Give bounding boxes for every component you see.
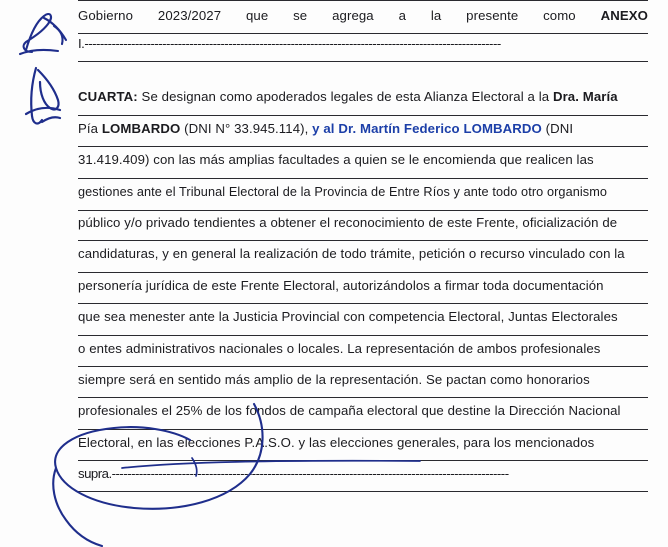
text-line-15 bbox=[78, 458, 648, 489]
text-line-1-content: I.----------------------------------------------------------------------------------------------------------- bbox=[78, 28, 648, 62]
line4-black-2: (DNI N° 33.945.114), bbox=[180, 120, 313, 136]
text-line-11 bbox=[78, 333, 648, 364]
line4-bold-lombardo: LOMBARDO bbox=[101, 120, 181, 136]
text-line-12-content: siempre será en sentido más amplio de la representación. Se pactan como honorarios bbox=[78, 364, 648, 398]
text-line-8-content: candidaturas, y en general la realización de todo trámite, petición o recurso vinculado con la bbox=[78, 238, 648, 272]
text-line-15-content: supra.------------------------------------------------------------------------------------------------------ bbox=[78, 458, 648, 492]
text-line-5 bbox=[78, 144, 648, 175]
line4-black-4: (DNI bbox=[541, 120, 574, 136]
line4-black-1: Pía bbox=[78, 120, 102, 136]
line4-blue-yal: y al bbox=[312, 120, 335, 136]
text-line-7-content: público y/o privado tendientes a obtener el reconocimiento de este Frente, oficialización de bbox=[78, 207, 648, 241]
partial-word-anexo: ANEXO bbox=[600, 8, 648, 23]
text-line-partial bbox=[78, 0, 648, 28]
text-line-9-content: personería jurídica de este Frente Electoral, autorizándolos a firmar toda documentación bbox=[78, 270, 648, 304]
text-line-14 bbox=[78, 427, 648, 458]
partial-word-2: 2023/2027 bbox=[157, 8, 222, 23]
initials-second-left bbox=[18, 60, 80, 132]
partial-word-7: la bbox=[430, 8, 442, 23]
partial-word-1: Gobierno bbox=[78, 8, 134, 23]
line4-blue-name: Dr. Martín Federico LOMBARDO bbox=[338, 120, 542, 136]
text-line-11-content: o entes administrativos nacionales o locales. La representación de ambos profesionales bbox=[78, 333, 648, 367]
document-body bbox=[78, 0, 648, 489]
text-line-3-content: Se designan como apoderados legales de esta Alianza Electoral a la bbox=[137, 89, 553, 105]
initials-top-left bbox=[14, 6, 84, 66]
text-line-10 bbox=[78, 301, 648, 332]
text-line-14-content: Electoral, en las elecciones P.A.S.O. y las elecciones generales, para los mencionados bbox=[78, 427, 648, 461]
partial-word-9: como bbox=[543, 8, 576, 23]
partial-word-6: a bbox=[398, 8, 407, 23]
text-line-12 bbox=[78, 364, 648, 395]
text-line-13 bbox=[78, 395, 648, 426]
text-line-3 bbox=[78, 81, 648, 112]
text-line-5-content: 31.419.409) con las más amplias facultades a quien se le encomienda que realicen las bbox=[78, 144, 648, 178]
text-line-3-bold-tail: Dra. María bbox=[552, 89, 618, 105]
text-line-4 bbox=[78, 113, 648, 144]
text-line-7 bbox=[78, 207, 648, 238]
text-line-8 bbox=[78, 238, 648, 269]
text-line-10-content: que sea menester ante la Justicia Provincial con competencia Electoral, Juntas Electorales bbox=[78, 301, 648, 335]
text-line-6-content: gestiones ante el Tribunal Electoral de la Provincia de Entre Ríos y ante todo otro organismo bbox=[78, 177, 648, 211]
text-line-blank bbox=[78, 59, 648, 81]
clause-label-cuarta: CUARTA: bbox=[78, 89, 138, 105]
partial-word-8: presente bbox=[466, 8, 519, 23]
text-line-13-content: profesionales el 25% de los fondos de campaña electoral que destine la Dirección Nacional bbox=[78, 395, 648, 429]
text-line-1 bbox=[78, 28, 648, 59]
partial-word-4: se bbox=[293, 8, 308, 23]
text-line-9 bbox=[78, 270, 648, 301]
partial-word-5: agrega bbox=[332, 8, 374, 23]
text-line-6 bbox=[78, 176, 648, 207]
partial-word-3: que bbox=[245, 8, 269, 23]
